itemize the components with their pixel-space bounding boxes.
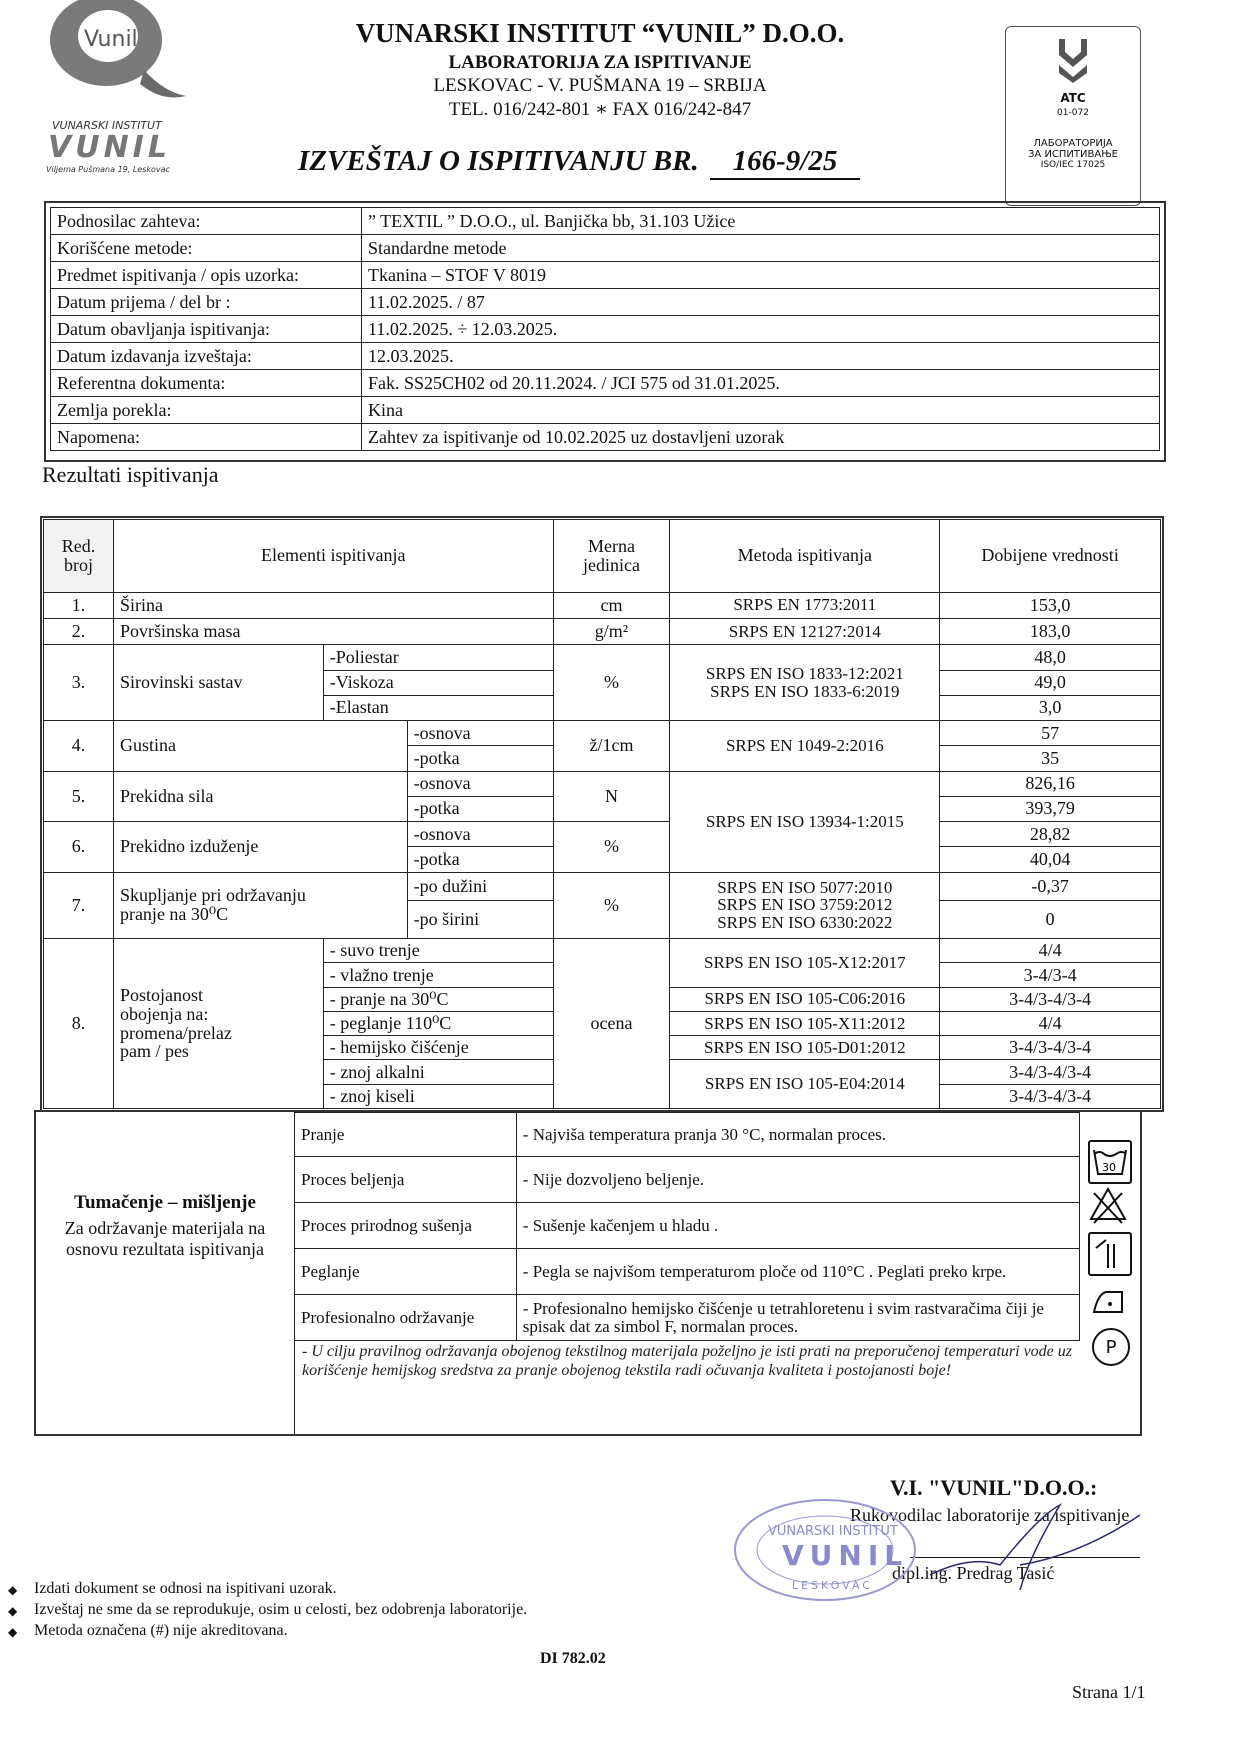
row-value: 57 (940, 721, 1161, 746)
row-method (670, 645, 940, 721)
row-value: 826,16 (940, 771, 1161, 796)
row-method: SRPS EN ISO 105-E04:2014 (670, 1060, 940, 1109)
row-element: Sirovinski sastav (113, 645, 323, 721)
atc-code: 01-072 (1057, 108, 1089, 118)
row-value: 35 (940, 746, 1161, 771)
signature-name: dipl.ing. Predrag Tasić (892, 1563, 1055, 1583)
row-value: 183,0 (940, 619, 1161, 645)
row-sub: - znoj kiseli (323, 1084, 553, 1108)
row-sub: -osnova (407, 822, 553, 847)
dry-clean-p-icon (1092, 1328, 1130, 1366)
row-unit: cm (553, 592, 670, 618)
care-row (295, 1249, 1080, 1295)
row-element: Prekidna sila (113, 771, 407, 822)
row-value: 0 (940, 900, 1161, 938)
info-label: Napomena: (51, 424, 362, 451)
row-no: 2. (44, 619, 114, 645)
row-method (670, 872, 940, 939)
row-method: SRPS EN 1049-2:2016 (670, 721, 940, 772)
info-value: ” TEXTIL ” D.O.O., ul. Banjička bb, 31.103 Užice (362, 208, 1160, 235)
row-element-line: pranje na 30⁰C (119, 904, 229, 925)
care-label: Proces prirodnog sušenja (295, 1203, 517, 1249)
table-row (44, 872, 1161, 900)
row-sub: - hemijsko čišćenje (323, 1036, 553, 1060)
care-row (295, 1203, 1080, 1249)
row-method: SRPS EN ISO 105-C06:2016 (670, 987, 940, 1011)
official-stamp (730, 1495, 920, 1605)
row-sub: -Viskoza (323, 670, 553, 695)
interpretation-box (34, 1110, 1142, 1436)
handwritten-signature (910, 1495, 1150, 1595)
row-element-line: Skupljanje pri održavanju (119, 885, 306, 906)
row-element: Površinska masa (113, 619, 553, 645)
info-value: 11.02.2025. / 87 (362, 289, 1160, 316)
info-label: Datum prijema / del br : (51, 289, 362, 316)
row-element-line: promena/prelaz (119, 1022, 232, 1043)
info-value: 11.02.2025. ÷ 12.03.2025. (362, 316, 1160, 343)
row-sub: -potka (407, 746, 553, 771)
care-text: - Najviša temperatura pranja 30 °C, normalan proces. (516, 1113, 1079, 1157)
bullet-icon: ◆ (8, 1604, 18, 1618)
info-row (51, 208, 1160, 235)
info-label: Korišćene metode: (51, 235, 362, 262)
doc-code: DI 782.02 (540, 1650, 606, 1667)
signature-role: Rukovodilac laboratorije za ispitivanje (850, 1505, 1130, 1525)
care-text: - Pegla se najvišom temperaturom ploče od 110°C . Peglati preko krpe. (516, 1249, 1079, 1295)
atc-line1: ЛАБОРАТОРИЈА (1033, 138, 1113, 149)
atc-line2: ЗА ИСПИТИВАЊЕ (1028, 149, 1118, 160)
row-sub: -osnova (407, 771, 553, 796)
row-sub: - pranje na 30⁰C (323, 987, 553, 1011)
stamp-big: VUNIL (782, 1539, 909, 1572)
care-text: - Nije dozvoljeno beljenje. (516, 1157, 1079, 1203)
logo-caption-top: VUNARSKI INSTITUT (52, 119, 162, 132)
row-element-line: obojenja na: (119, 1003, 209, 1024)
row-sub: -Poliestar (323, 645, 553, 670)
request-info-box (44, 201, 1166, 462)
row-sub: - suvo trenje (323, 939, 553, 963)
info-label: Datum obavljanja ispitivanja: (51, 316, 362, 343)
page-number: Strana 1/1 (1072, 1682, 1146, 1702)
info-label: Zemlja porekla: (51, 397, 362, 424)
col-header-no: Red. broj (44, 520, 114, 593)
row-method-line: SRPS EN ISO 6330:2022 (717, 913, 893, 933)
col-header-unit: Merna jedinica (553, 520, 670, 593)
row-sub: -osnova (407, 721, 553, 746)
care-text: - Sušenje kačenjem u hladu . (516, 1203, 1079, 1249)
logo-caption-bottom: Viljema Pušmana 19, Leskovac (46, 165, 170, 174)
info-row (51, 397, 1160, 424)
care-table (294, 1112, 1080, 1341)
row-unit: ž/1cm (553, 721, 670, 772)
no-bleach-icon (1088, 1185, 1128, 1225)
row-method-line: SRPS EN ISO 1833-6:2019 (710, 681, 900, 701)
row-element-line: Postojanost (119, 984, 203, 1005)
care-row (295, 1295, 1080, 1341)
wash-30-icon (1088, 1140, 1132, 1184)
info-label: Podnosilac zahteva: (51, 208, 362, 235)
row-method: SRPS EN 1773:2011 (670, 592, 940, 618)
bullet-icon: ◆ (8, 1625, 18, 1639)
table-row (44, 592, 1161, 618)
row-no: 7. (44, 872, 114, 939)
care-label: Proces beljenja (295, 1157, 517, 1203)
results-table (43, 519, 1161, 1109)
info-label: Predmet ispitivanja / opis uzorka: (51, 262, 362, 289)
results-box (40, 516, 1164, 1112)
interpretation-subtitle: Za održavanje materijala na osnovu rezultata ispitivanja (64, 1218, 266, 1259)
footer-note: Izdati dokument se odnosi na ispitivani uzorak. (34, 1580, 337, 1597)
institute-name: VUNARSKI INSTITUT “VUNIL” D.O.O. (355, 18, 845, 48)
table-row (44, 822, 1161, 847)
col-header-value: Dobijene vrednosti (940, 520, 1161, 593)
row-no: 1. (44, 592, 114, 618)
interpretation-left (36, 1112, 295, 1434)
footer-note: Metoda označena (#) nije akreditovana. (34, 1622, 288, 1639)
atc-logo-icon (1051, 35, 1095, 85)
care-row (295, 1113, 1080, 1157)
row-value: 3-4/3-4/3-4 (940, 1060, 1161, 1084)
table-row (44, 645, 1161, 670)
row-method: SRPS EN ISO 105-X11:2012 (670, 1011, 940, 1035)
results-title: Rezultati ispitivanja (42, 462, 219, 487)
row-no: 3. (44, 645, 114, 721)
row-value: 40,04 (940, 847, 1161, 872)
row-method: SRPS EN ISO 105-D01:2012 (670, 1036, 940, 1060)
col-header-method: Metoda ispitivanja (670, 520, 940, 593)
info-value: 12.03.2025. (362, 343, 1160, 370)
row-no: 6. (44, 822, 114, 873)
row-value: 3-4/3-4/3-4 (940, 1084, 1161, 1108)
row-unit: g/m² (553, 619, 670, 645)
info-label: Datum izdavanja izveštaja: (51, 343, 362, 370)
row-value: 4/4 (940, 939, 1161, 963)
info-row (51, 289, 1160, 316)
address: LESKOVAC - V. PUŠMANA 19 – SRBIJA (433, 75, 767, 96)
row-no: 5. (44, 771, 114, 822)
table-row (44, 619, 1161, 645)
info-value: Fak. SS25CH02 od 20.11.2024. / JCI 575 od 31.01.2025. (362, 370, 1160, 397)
dry-clean-letter: P (1105, 1336, 1117, 1358)
stamp-text: VUNARSKI INSTITUT (768, 1524, 898, 1539)
wash-temp-text: 30 (1102, 1161, 1116, 1174)
row-value: 393,79 (940, 796, 1161, 821)
row-sub: - znoj alkalni (323, 1060, 553, 1084)
care-row (295, 1157, 1080, 1203)
atc-label: ATC (1060, 91, 1086, 105)
info-value: Tkanina – STOF V 8019 (362, 262, 1160, 289)
iron-110-icon (1088, 1280, 1128, 1320)
row-value: 49,0 (940, 670, 1161, 695)
row-method: SRPS EN 12127:2014 (670, 619, 940, 645)
report-title-label: IZVEŠTAJ O ISPITIVANJU BR. (298, 145, 699, 177)
row-sub: -po širini (407, 900, 553, 938)
row-value: 3-4/3-4 (940, 963, 1161, 987)
phone: TEL. 016/242-801 ∗ FAX 016/242-847 (448, 99, 752, 120)
row-element: Gustina (113, 721, 407, 772)
stamp-city: LESKOVAC (792, 1579, 873, 1592)
row-value: 3,0 (940, 695, 1161, 720)
row-no: 8. (44, 939, 114, 1109)
row-no: 4. (44, 721, 114, 772)
row-method-line: SRPS EN ISO 1833-12:2021 (705, 663, 904, 683)
row-sub: - vlažno trenje (323, 963, 553, 987)
info-row (51, 262, 1160, 289)
info-label: Referentna dokumenta: (51, 370, 362, 397)
interpretation-title: Tumačenje – mišljenje (74, 1192, 256, 1213)
row-value: -0,37 (940, 872, 1161, 900)
row-method-line: SRPS EN ISO 5077:2010 (717, 877, 893, 897)
row-value: 4/4 (940, 1011, 1161, 1035)
row-element (113, 939, 323, 1109)
row-element (113, 872, 407, 939)
signature-company: V.I. "VUNIL"D.O.O.: (890, 1475, 1098, 1500)
info-row (51, 235, 1160, 262)
atc-accreditation-box (1005, 26, 1141, 206)
logo-text: Vunil (84, 27, 138, 52)
info-value: Zahtev za ispitivanje od 10.02.2025 uz dostavljeni uzorak (362, 424, 1160, 451)
logo-caption-big: VUNIL (48, 130, 171, 165)
vunil-logo (44, 0, 194, 110)
row-sub: -po dužini (407, 872, 553, 900)
table-row (44, 721, 1161, 746)
row-value: 28,82 (940, 822, 1161, 847)
info-value: Standardne metode (362, 235, 1160, 262)
row-element: Širina (113, 592, 553, 618)
info-row (51, 370, 1160, 397)
row-method-line: SRPS EN ISO 3759:2012 (717, 895, 893, 915)
row-value: 153,0 (940, 592, 1161, 618)
info-row (51, 424, 1160, 451)
care-text: - Profesionalno hemijsko čišćenje u tetrahloretenu i svim rastvaračima čiji je spisak dat za simbol F, normalan proces. (516, 1295, 1079, 1341)
row-sub: -potka (407, 847, 553, 872)
row-unit: N (553, 771, 670, 822)
line-dry-shade-icon (1088, 1232, 1132, 1276)
info-row (51, 316, 1160, 343)
info-value: Kina (362, 397, 1160, 424)
table-row (44, 939, 1161, 963)
row-element-line: pam / pes (119, 1041, 189, 1062)
row-sub: -potka (407, 796, 553, 821)
report-number: 166-9/25 (710, 145, 860, 180)
info-row (51, 343, 1160, 370)
care-note: - U cilju pravilnog održavanja obojenog tekstilnog materijala poželjno je isti prati na preporučenoj temperaturi vode uz korišćenje hemijskog sredstva za pranje obojenog tekstila radi očuvanja kvaliteta i postojanosti boje! (302, 1343, 1072, 1380)
care-label: Profesionalno održavanje (295, 1295, 517, 1341)
care-label: Pranje (295, 1113, 517, 1157)
request-info-table (50, 207, 1160, 451)
table-row (44, 771, 1161, 796)
row-sub: - peglanje 110⁰C (323, 1011, 553, 1035)
atc-line3: ISO/IEC 17025 (1040, 160, 1106, 170)
footer-note: Izveštaj ne sme da se reprodukuje, osim u celosti, bez odobrenja laboratorije. (34, 1601, 528, 1618)
row-unit: ocena (553, 939, 670, 1109)
row-sub: -Elastan (323, 695, 553, 720)
row-element: Prekidno izduženje (113, 822, 407, 873)
lab-name: LABORATORIJA ZA ISPITIVANJE (448, 52, 752, 73)
row-method: SRPS EN ISO 105-X12:2017 (670, 939, 940, 987)
row-unit: % (553, 872, 670, 939)
row-method: SRPS EN ISO 13934-1:2015 (670, 771, 940, 872)
row-unit: % (553, 822, 670, 873)
row-value: 48,0 (940, 645, 1161, 670)
row-unit: % (553, 645, 670, 721)
care-label: Peglanje (295, 1249, 517, 1295)
row-value: 3-4/3-4/3-4 (940, 987, 1161, 1011)
col-header-element: Elementi ispitivanja (113, 520, 553, 593)
bullet-icon: ◆ (8, 1583, 18, 1597)
row-value: 3-4/3-4/3-4 (940, 1036, 1161, 1060)
report-title (298, 145, 860, 180)
